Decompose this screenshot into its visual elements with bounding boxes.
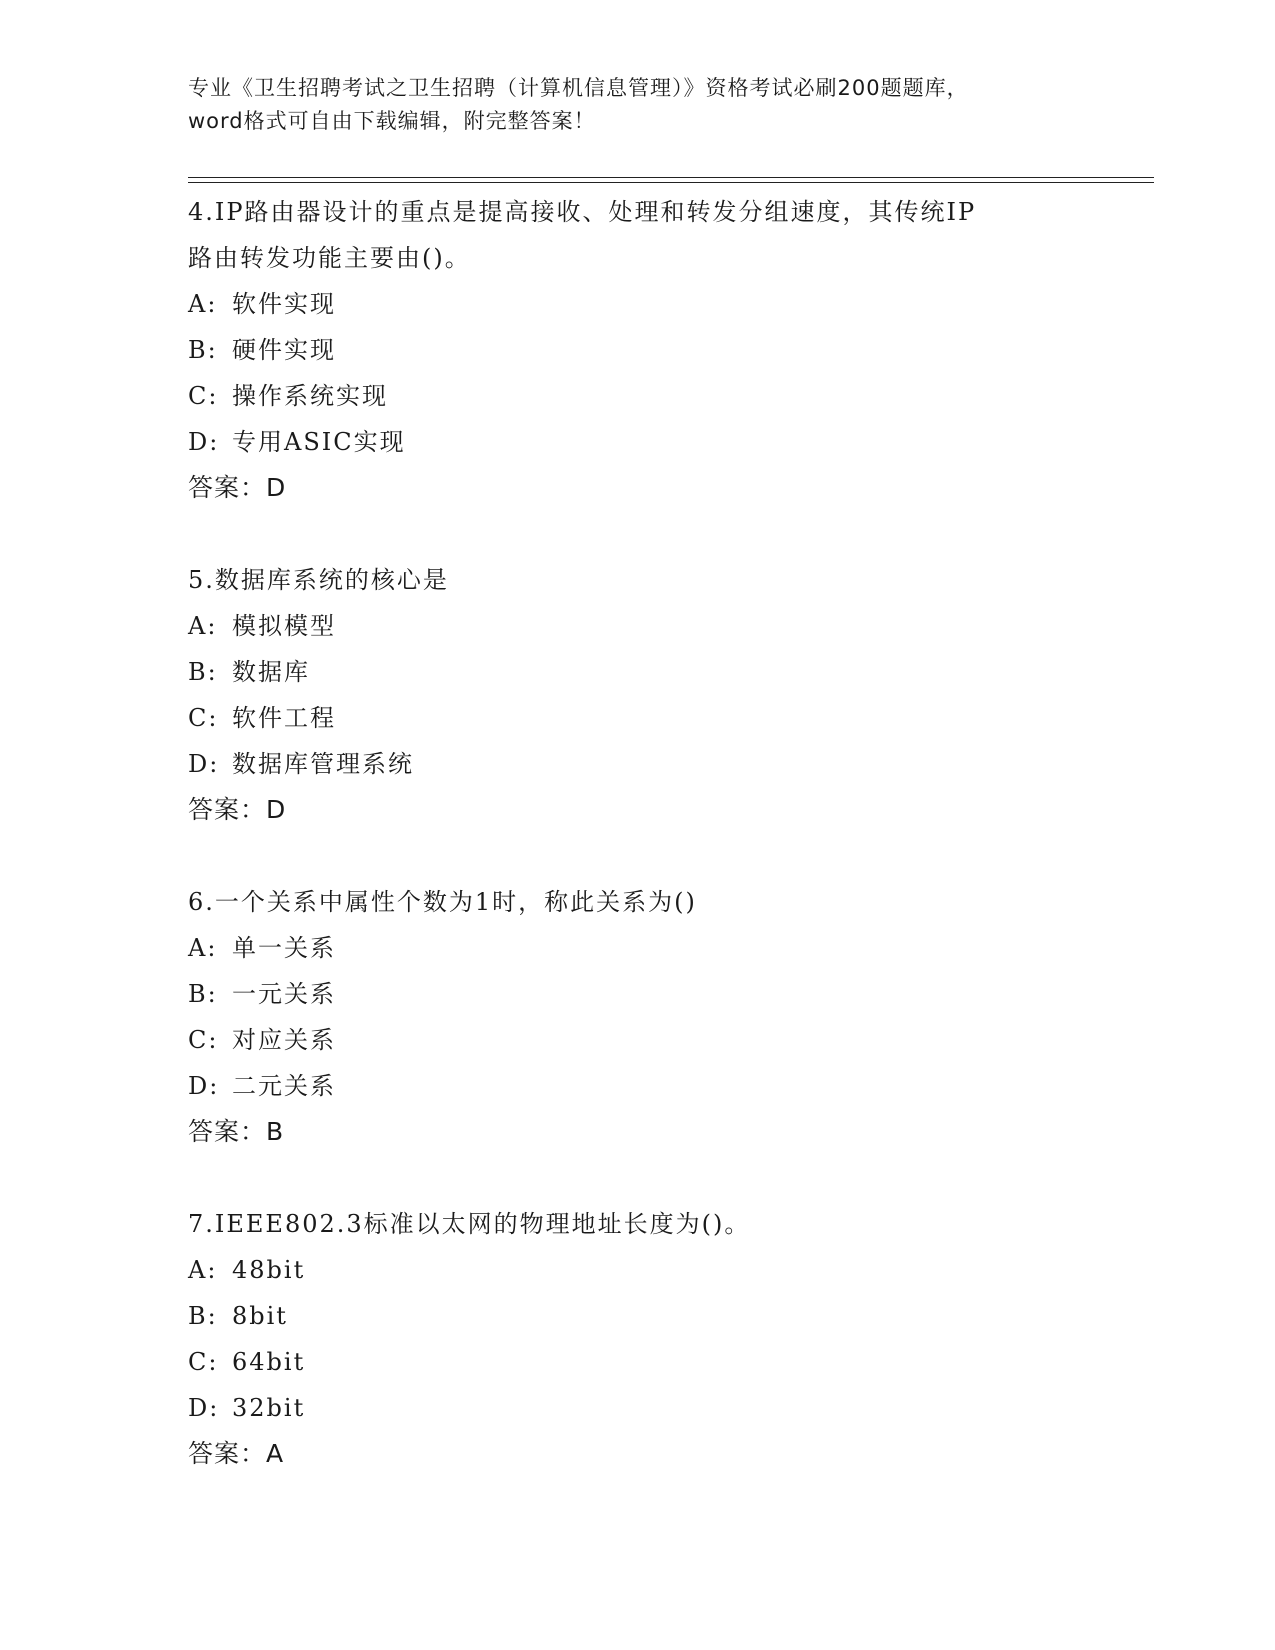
option-d xyxy=(188,1385,1088,1431)
option-key: C: xyxy=(188,382,219,410)
option-text: 模拟模型 xyxy=(232,612,336,640)
question-text-line: 路由转发功能主要由()。 xyxy=(188,244,471,272)
option-text: 48bit xyxy=(232,1256,306,1284)
option-key: B: xyxy=(188,980,218,1008)
option-text: 二元关系 xyxy=(232,1072,336,1100)
option-b xyxy=(188,971,1088,1017)
option-key: A: xyxy=(188,612,218,640)
question-7 xyxy=(188,1201,1088,1477)
option-key: A: xyxy=(188,934,218,962)
question-text-line: 5.数据库系统的核心是 xyxy=(188,566,449,594)
question-text-line: 7.IEEE802.3标准以太网的物理地址长度为()。 xyxy=(188,1210,751,1238)
question-6 xyxy=(188,879,1088,1155)
option-c xyxy=(188,373,1088,419)
option-a xyxy=(188,1247,1088,1293)
header-line-2: word格式可自由下载编辑，附完整答案！ xyxy=(188,109,596,133)
question-5 xyxy=(188,557,1088,833)
option-b xyxy=(188,327,1088,373)
header-divider-bottom xyxy=(188,182,1154,183)
option-text: 对应关系 xyxy=(232,1026,336,1054)
answer-line: 答案：A xyxy=(188,1439,285,1468)
option-a xyxy=(188,603,1088,649)
option-b xyxy=(188,649,1088,695)
question-4 xyxy=(188,189,1088,511)
answer-line: 答案：D xyxy=(188,795,287,824)
answer-line: 答案：B xyxy=(188,1117,285,1146)
option-text: 硬件实现 xyxy=(232,336,336,364)
option-d xyxy=(188,1063,1088,1109)
option-key: C: xyxy=(188,1348,219,1376)
option-text: 64bit xyxy=(232,1348,306,1376)
option-key: B: xyxy=(188,1302,218,1330)
option-text: 8bit xyxy=(232,1302,288,1330)
option-c xyxy=(188,1339,1088,1385)
option-text: 专用ASIC实现 xyxy=(232,428,406,456)
option-text: 单一关系 xyxy=(232,934,336,962)
option-key: A: xyxy=(188,290,218,318)
option-text: 软件实现 xyxy=(232,290,336,318)
option-text: 软件工程 xyxy=(232,704,336,732)
option-key: D: xyxy=(188,1072,220,1100)
option-text: 数据库管理系统 xyxy=(232,750,414,778)
option-a xyxy=(188,925,1088,971)
option-key: B: xyxy=(188,658,218,686)
option-key: D: xyxy=(188,750,220,778)
answer-line: 答案：D xyxy=(188,473,287,502)
page-header xyxy=(188,72,1088,138)
option-key: A: xyxy=(188,1256,218,1284)
option-b xyxy=(188,1293,1088,1339)
option-key: C: xyxy=(188,1026,219,1054)
question-list xyxy=(188,189,1088,1523)
option-c xyxy=(188,695,1088,741)
option-a xyxy=(188,281,1088,327)
option-text: 操作系统实现 xyxy=(232,382,388,410)
option-d xyxy=(188,741,1088,787)
question-text-line: 6.一个关系中属性个数为1时，称此关系为() xyxy=(188,888,697,916)
option-key: D: xyxy=(188,428,220,456)
header-line-1: 专业《卫生招聘考试之卫生招聘（计算机信息管理）》资格考试必刷200题题库， xyxy=(188,76,969,100)
option-c xyxy=(188,1017,1088,1063)
option-key: C: xyxy=(188,704,219,732)
option-text: 32bit xyxy=(232,1394,306,1422)
option-text: 一元关系 xyxy=(232,980,336,1008)
question-text-line: 4.IP路由器设计的重点是提高接收、处理和转发分组速度，其传统IP xyxy=(188,198,977,226)
header-divider-top xyxy=(188,177,1154,178)
option-key: B: xyxy=(188,336,218,364)
option-d xyxy=(188,419,1088,465)
option-key: D: xyxy=(188,1394,220,1422)
option-text: 数据库 xyxy=(232,658,310,686)
